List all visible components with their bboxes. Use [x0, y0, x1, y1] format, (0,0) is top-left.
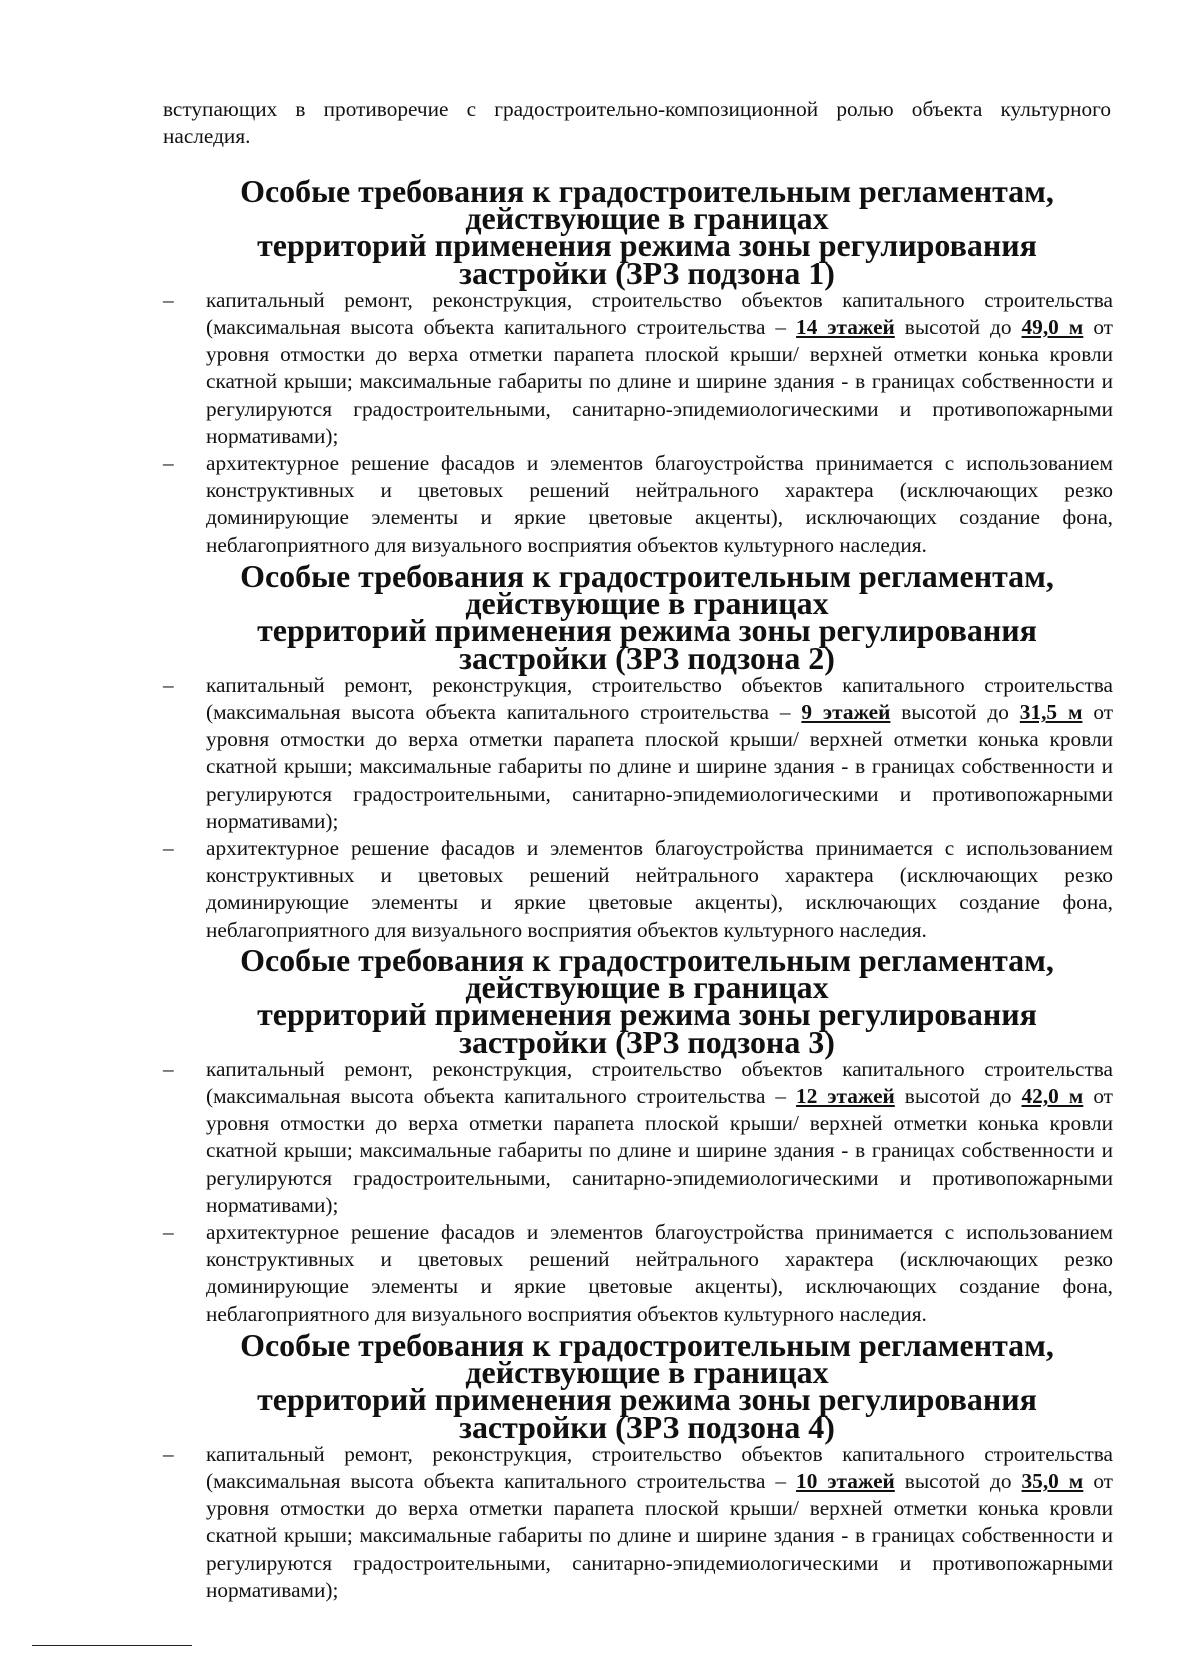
list-item [163, 1056, 1113, 1219]
section-zrz-1 [163, 174, 1113, 559]
list-item [163, 835, 1113, 944]
section-heading-line1: Особые требования к градостроительным регламентам, действующие в границах [240, 174, 1054, 237]
section-heading [163, 943, 1113, 1060]
item-text-part2: высотой до [901, 700, 1009, 725]
requirements-list [163, 1056, 1113, 1328]
max-floors: 9 этажей [801, 700, 891, 725]
section-heading-line1: Особые требования к градостроительным регламентам, действующие в границах [240, 559, 1054, 622]
dash-bullet: – [163, 287, 174, 312]
section-heading-line1: Особые требования к градостроительным регламентам, действующие в границах [240, 943, 1054, 1006]
item-text-part2: высотой до [904, 1084, 1012, 1109]
requirements-list [163, 287, 1113, 559]
section-heading [163, 174, 1113, 291]
section-zrz-3 [163, 943, 1113, 1328]
item-text-part3: от уровня отмостки до верха отметки парапета плоской крыши/ верхней отметки конька кровли скатной крыши; максимальные габариты по длине и ширине здания - в границах собственности и регулируются градостроительными, санитарно-эпидемиологическими и противопожарными нормативами); [206, 1084, 1113, 1217]
dash-bullet: – [163, 451, 174, 476]
list-item [163, 287, 1113, 450]
max-floors: 14 этажей [796, 315, 895, 340]
item-text-part2: высотой до [904, 1469, 1012, 1494]
item-text: архитектурное решение фасадов и элементов благоустройства принимается с использованием конструктивных и цветовых решений нейтрального характера (исключающих резко доминирующие элементы и яркие цветовые акценты), исключающих создание фона, неблагоприятного для визуального восприятия объектов культурного наследия. [206, 836, 1113, 942]
item-text-part1: капитальный ремонт, реконструкция, строительство объектов капитального строительства (максимальная высота объекта капитального строительства – [206, 1441, 1113, 1494]
section-zrz-2 [163, 559, 1114, 944]
dash-bullet: – [163, 1220, 174, 1245]
section-zrz-4 [163, 1328, 1113, 1604]
list-item [163, 1219, 1113, 1328]
section-heading-line2: территорий применения режима зоны регулирования застройки (ЗРЗ подзона 3) [257, 997, 1037, 1060]
max-height: 42,0 м [1021, 1084, 1084, 1109]
list-item [163, 672, 1113, 835]
list-item [163, 1441, 1113, 1604]
item-text-part1: капитальный ремонт, реконструкция, строительство объектов капитального строительства (максимальная высота объекта капитального строительства – [206, 287, 1113, 340]
item-text: архитектурное решение фасадов и элементов благоустройства принимается с использованием конструктивных и цветовых решений нейтрального характера (исключающих резко доминирующие элементы и яркие цветовые акценты), исключающих создание фона, неблагоприятного для визуального восприятия объектов культурного наследия. [206, 1220, 1113, 1326]
item-text-part2: высотой до [904, 315, 1012, 340]
item-text-part3: от уровня отмостки до верха отметки парапета плоской крыши/ верхней отметки конька кровли скатной крыши; максимальные габариты по длине и ширине здания - в границах собственности и регулируются градостроительными, санитарно-эпидемиологическими и противопожарными нормативами); [206, 700, 1114, 833]
item-text-part1: капитальный ремонт, реконструкция, строительство объектов капитального строительства (максимальная высота объекта капитального строительства – [206, 672, 1113, 725]
dash-bullet: – [163, 672, 174, 697]
max-height: 35,0 м [1021, 1469, 1084, 1494]
section-heading [163, 559, 1113, 676]
section-heading [163, 1328, 1113, 1445]
footnote-separator-line [32, 1645, 192, 1646]
item-text-part1: капитальный ремонт, реконструкция, строительство объектов капитального строительства (максимальная высота объекта капитального строительства – [206, 1056, 1113, 1109]
item-text-part3: от уровня отмостки до верха отметки парапета плоской крыши/ верхней отметки конька кровли скатной крыши; максимальные габариты по длине и ширине здания - в границах собственности и регулируются градостроительными, санитарно-эпидемиологическими и противопожарными нормативами); [206, 315, 1113, 448]
dash-bullet: – [163, 836, 174, 861]
dash-bullet: – [163, 1441, 174, 1466]
section-heading-line1: Особые требования к градостроительным регламентам, действующие в границах [240, 1328, 1054, 1391]
max-floors: 12 этажей [796, 1084, 895, 1109]
max-floors: 10 этажей [796, 1469, 895, 1494]
intro-paragraph: вступающих в противоречие с градостроительно-композиционной ролью объекта культурного наследия. [163, 97, 1111, 149]
max-height: 49,0 м [1021, 315, 1084, 340]
section-heading-line2: территорий применения режима зоны регулирования застройки (ЗРЗ подзона 2) [257, 613, 1037, 676]
max-height: 31,5 м [1019, 700, 1083, 725]
requirements-list [163, 672, 1113, 944]
list-item [163, 450, 1113, 559]
item-text-part3: от уровня отмостки до верха отметки парапета плоской крыши/ верхней отметки конька кровли скатной крыши; максимальные габариты по длине и ширине здания - в границах собственности и регулируются градостроительными, санитарно-эпидемиологическими и противопожарными нормативами); [206, 1469, 1113, 1602]
section-heading-line2: территорий применения режима зоны регулирования застройки (ЗРЗ подзона 1) [257, 228, 1037, 291]
requirements-list [163, 1441, 1113, 1604]
dash-bullet: – [163, 1056, 174, 1081]
item-text: архитектурное решение фасадов и элементов благоустройства принимается с использованием конструктивных и цветовых решений нейтрального характера (исключающих резко доминирующие элементы и яркие цветовые акценты), исключающих создание фона, неблагоприятного для визуального восприятия объектов культурного наследия. [206, 451, 1113, 557]
section-heading-line2: территорий применения режима зоны регулирования застройки (ЗРЗ подзона 4) [257, 1382, 1037, 1445]
